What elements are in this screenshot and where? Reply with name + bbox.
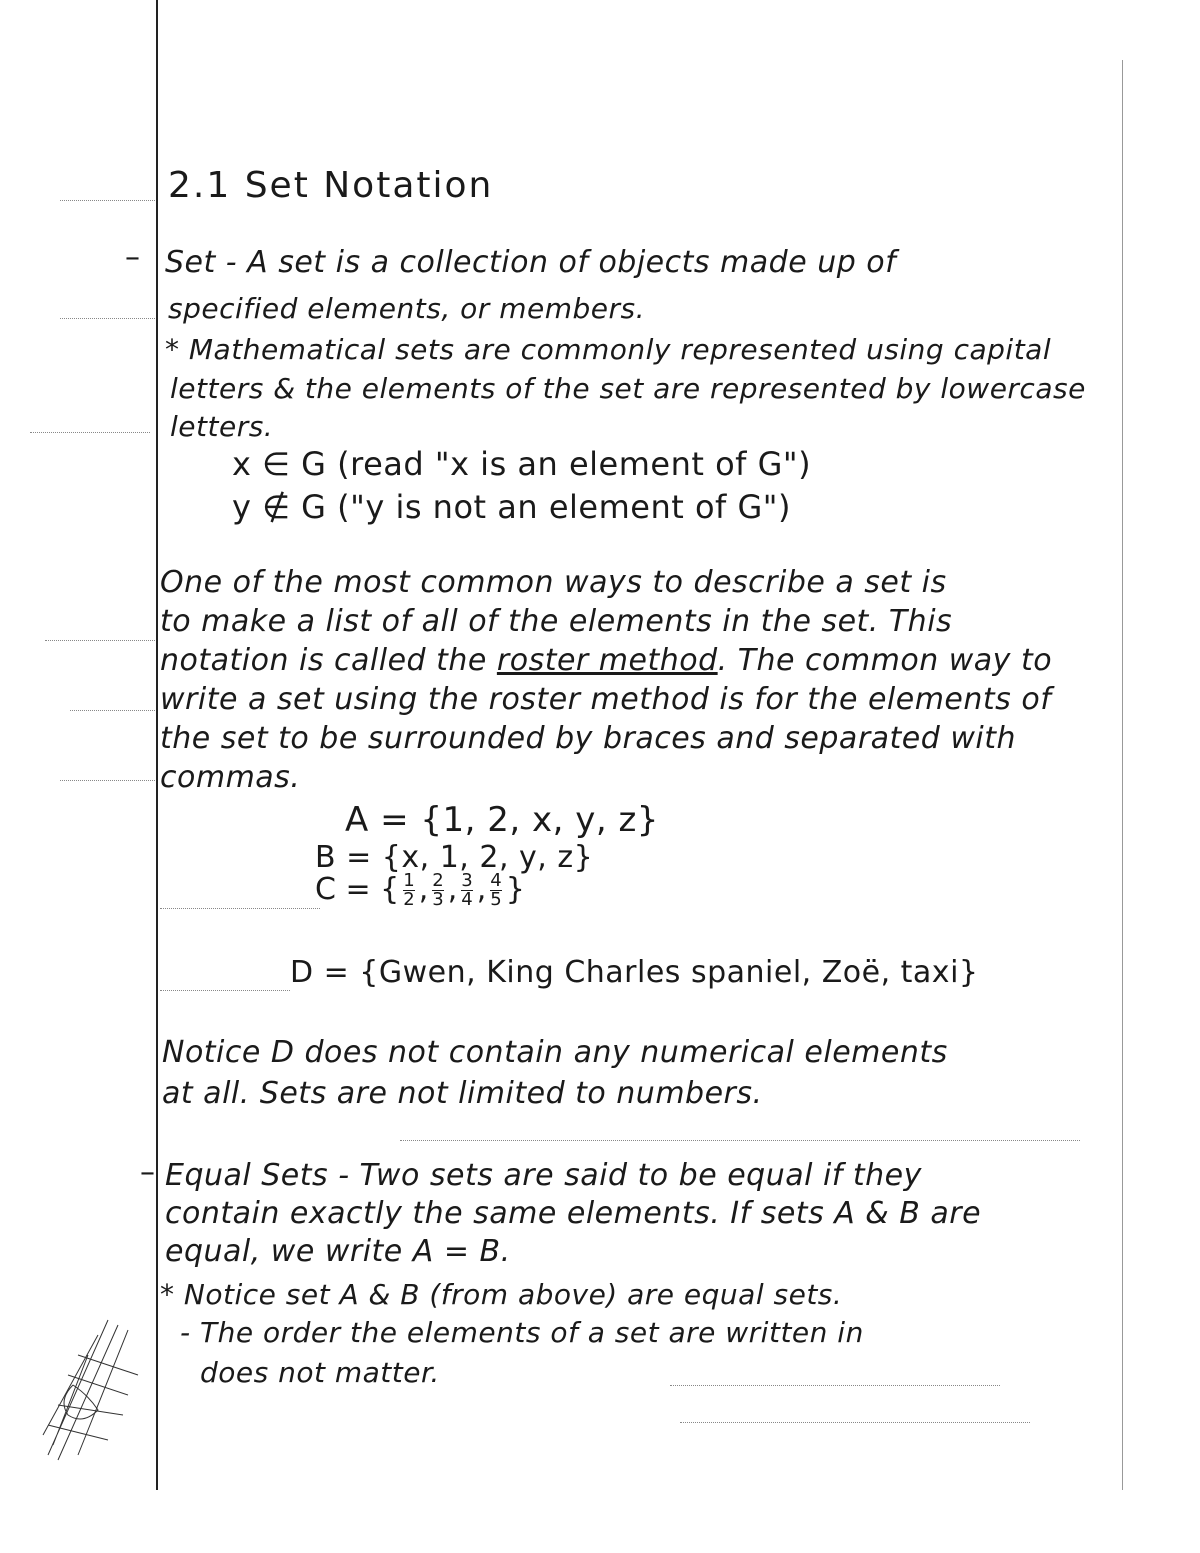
guide-dots <box>60 780 155 781</box>
bullet-dash: – <box>125 240 140 275</box>
fraction <box>490 872 501 909</box>
equal-sets-note-2: - The order the elements of a set are written in <box>180 1316 864 1349</box>
fraction <box>432 872 443 909</box>
equal-sets-line-1: Equal Sets - Two sets are said to be equal if they <box>165 1158 922 1193</box>
notice-line-2: at all. Sets are not limited to numbers. <box>162 1076 763 1111</box>
guide-dots <box>680 1422 1030 1423</box>
set-a-example: A = {1, 2, x, y, z} <box>345 800 659 840</box>
fraction-numerator: 2 <box>432 870 444 891</box>
guide-dots <box>160 908 320 909</box>
roster-line-2: to make a list of all of the elements in the set. This <box>160 604 953 639</box>
roster-text: notation is called the <box>160 643 497 678</box>
equal-sets-note-1: * Notice set A & B (from above) are equal sets. <box>160 1278 843 1311</box>
guide-dots <box>60 318 155 319</box>
fraction-denominator: 3 <box>432 889 444 910</box>
guide-dots <box>30 432 150 433</box>
guide-dots <box>60 200 155 201</box>
set-note-line-2: letters & the elements of the set are represented by lowercase <box>170 372 1086 405</box>
bullet-dash: – <box>140 1155 155 1190</box>
set-b-example: B = {x, 1, 2, y, z} <box>315 840 594 875</box>
fraction-denominator: 4 <box>461 889 473 910</box>
guide-dots <box>45 640 155 641</box>
fraction-numerator: 1 <box>403 870 415 891</box>
set-c-close-brace: } <box>505 872 525 907</box>
fraction <box>461 872 472 909</box>
guide-dots <box>160 990 290 991</box>
fraction-numerator: 4 <box>490 870 502 891</box>
torn-edge-scribble <box>28 1315 148 1465</box>
roster-line-5: the set to be surrounded by braces and separated with <box>160 721 1016 756</box>
roster-text: . The common way to <box>717 643 1053 678</box>
roster-line-4: write a set using the roster method is for the elements of <box>160 682 1052 717</box>
page-title: 2.1 Set Notation <box>168 165 494 206</box>
set-d-example: D = {Gwen, King Charles spaniel, Zoë, taxi} <box>290 955 979 990</box>
guide-dots <box>670 1385 1000 1386</box>
equal-sets-note-3: does not matter. <box>200 1356 440 1389</box>
not-element-of-example: y ∉ G ("y is not an element of G") <box>232 488 791 526</box>
fraction-denominator: 2 <box>403 889 415 910</box>
roster-line-1: One of the most common ways to describe a set is <box>160 565 947 600</box>
set-definition-line-2: specified elements, or members. <box>168 292 645 325</box>
equal-sets-line-3: equal, we write A = B. <box>165 1234 511 1269</box>
set-note-line-3: letters. <box>170 410 274 443</box>
right-margin-line <box>1122 60 1123 1490</box>
guide-dots <box>400 1140 1080 1141</box>
element-of-example: x ∈ G (read "x is an element of G") <box>232 445 812 483</box>
margin-line <box>156 0 158 1490</box>
equal-sets-line-2: contain exactly the same elements. If sets A & B are <box>165 1196 982 1231</box>
roster-line-6: commas. <box>160 760 301 795</box>
roster-line-3 <box>160 643 1052 678</box>
guide-dots <box>70 710 155 711</box>
fraction-numerator: 3 <box>461 870 473 891</box>
set-note-line-1: * Mathematical sets are commonly represented using capital <box>165 333 1052 366</box>
fraction-denominator: 5 <box>490 889 502 910</box>
notice-line-1: Notice D does not contain any numerical elements <box>162 1035 948 1070</box>
set-c-example: C = { $\frac{1}{2}$ , $\frac{2}{3}$ , $\frac{3}{4}$ , $\frac{4}{5}$ } <box>315 870 525 910</box>
set-c-label: C = { <box>315 872 400 907</box>
roster-method-term: roster method <box>496 643 718 678</box>
set-definition-line-1: Set - A set is a collection of objects made up of <box>165 245 897 280</box>
fraction <box>403 872 414 909</box>
